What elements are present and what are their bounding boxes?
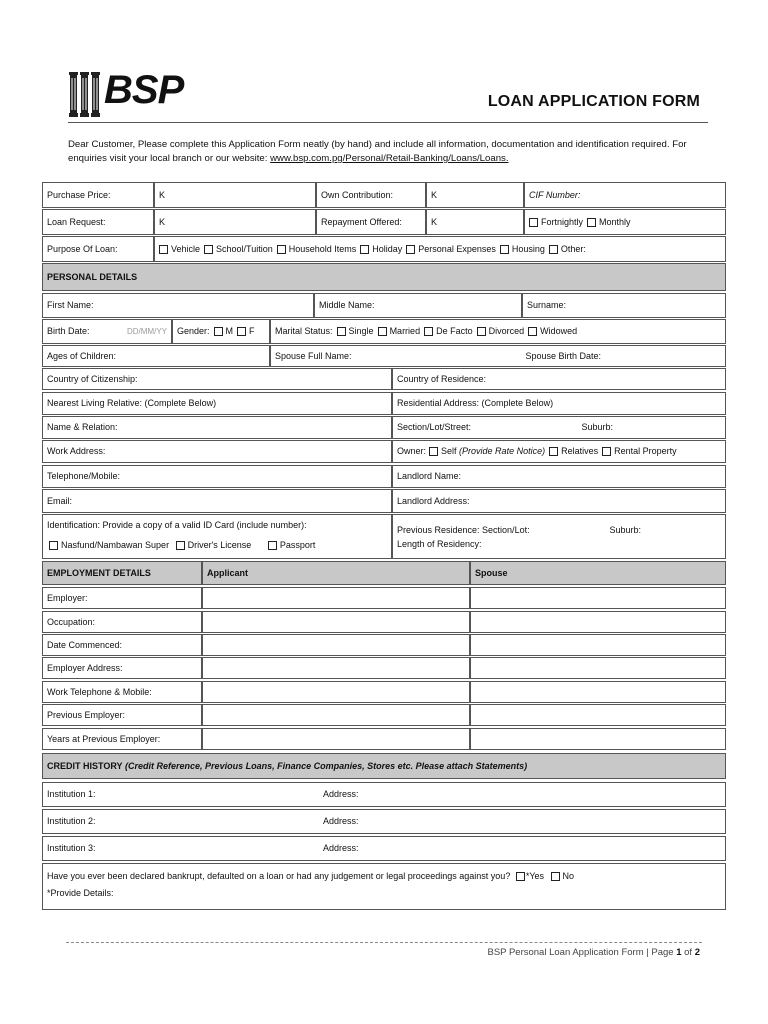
- purpose-vehicle-checkbox[interactable]: [159, 245, 168, 254]
- form-title: LOAN APPLICATION FORM: [487, 93, 700, 110]
- purpose-option-label: Personal Expenses: [418, 243, 496, 254]
- bankrupt-yes-label: *Yes: [525, 871, 545, 881]
- purpose-school-checkbox[interactable]: [204, 245, 213, 254]
- spouse-employment-input[interactable]: [470, 634, 726, 656]
- previous-residence-block: [392, 514, 726, 559]
- bankrupt-no-label: No: [562, 871, 575, 881]
- id-option-label: Driver's License: [187, 540, 252, 550]
- footer-page-number: 1: [676, 947, 682, 958]
- identification-label: Identification: Provide a copy of a valid ID Card (include number):: [47, 520, 307, 530]
- gender-m-label: M: [225, 326, 234, 336]
- employment-row-label: Work Telephone & Mobile:: [42, 681, 202, 703]
- residential-address-label: Residential Address: (Complete Below): [392, 392, 726, 415]
- gender-field: [172, 319, 270, 344]
- website-link[interactable]: www.bsp.com.pg/Personal/Retail-Banking/Loans/Loans.: [270, 153, 509, 164]
- applicant-employment-input[interactable]: [202, 634, 470, 656]
- owner-label: Owner:: [397, 446, 427, 456]
- owner-self-note: (Provide Rate Notice): [459, 446, 546, 456]
- id-passport-checkbox[interactable]: [268, 541, 277, 550]
- first-name-field[interactable]: First Name:: [42, 293, 314, 318]
- ages-of-children-field[interactable]: Ages of Children:: [42, 345, 270, 367]
- purpose-option-label: Vehicle: [171, 243, 201, 254]
- marital-defacto-checkbox[interactable]: [424, 327, 433, 336]
- footer-text: BSP Personal Loan Application Form | Page: [487, 947, 677, 958]
- marital-option-label: Single: [348, 326, 374, 336]
- title-divider: [68, 122, 708, 123]
- owner-rental-checkbox[interactable]: [602, 447, 611, 456]
- cif-number-field[interactable]: CIF Number:: [524, 182, 726, 208]
- employment-row-label: Date Commenced:: [42, 634, 202, 656]
- marital-status-field: [270, 319, 726, 344]
- purpose-household-checkbox[interactable]: [277, 245, 286, 254]
- employment-row-label: Years at Previous Employer:: [42, 728, 202, 750]
- repayment-offered-label: Repayment Offered:: [316, 209, 426, 235]
- landlord-address-field[interactable]: Landlord Address:: [392, 489, 726, 513]
- telephone-field[interactable]: Telephone/Mobile:: [42, 465, 392, 488]
- name-relation-field[interactable]: Name & Relation:: [42, 416, 392, 439]
- surname-field[interactable]: Surname:: [522, 293, 726, 318]
- bankrupt-no-checkbox[interactable]: [551, 872, 560, 881]
- repayment-offered-field[interactable]: K: [426, 209, 524, 235]
- suburb-field[interactable]: Suburb:: [581, 422, 613, 432]
- institution-address-label: Address:: [323, 843, 359, 853]
- employment-row-label: Employer:: [42, 587, 202, 609]
- length-of-residency-field[interactable]: Length of Residency:: [397, 539, 482, 549]
- applicant-employment-input[interactable]: [202, 681, 470, 703]
- footer-divider: [66, 942, 702, 943]
- purpose-options: [154, 236, 726, 262]
- fortnightly-checkbox[interactable]: [529, 218, 538, 227]
- bankrupt-yes-checkbox[interactable]: [516, 872, 525, 881]
- marital-divorced-checkbox[interactable]: [477, 327, 486, 336]
- purchase-price-field[interactable]: K: [154, 182, 316, 208]
- institution-label: Institution 2:: [47, 816, 96, 826]
- marital-married-checkbox[interactable]: [378, 327, 387, 336]
- employment-row-label: Previous Employer:: [42, 704, 202, 726]
- institution-label: Institution 1:: [47, 789, 96, 799]
- email-field[interactable]: Email:: [42, 489, 392, 513]
- spouse-employment-input[interactable]: [470, 587, 726, 609]
- applicant-employment-input[interactable]: [202, 728, 470, 750]
- gender-label: Gender:: [177, 326, 210, 336]
- previous-residence-field[interactable]: Previous Residence: Section/Lot:: [397, 525, 530, 535]
- purpose-other-checkbox[interactable]: [549, 245, 558, 254]
- residential-street-row: [392, 416, 726, 439]
- section-lot-street-field[interactable]: Section/Lot/Street:: [397, 422, 472, 432]
- id-license-checkbox[interactable]: [176, 541, 185, 550]
- birth-date-field[interactable]: [42, 319, 172, 344]
- employment-row-label: Occupation:: [42, 611, 202, 633]
- bankruptcy-block: [42, 863, 726, 910]
- repayment-frequency: [524, 209, 726, 235]
- gender-f-checkbox[interactable]: [237, 327, 246, 336]
- monthly-label: Monthly: [599, 216, 631, 227]
- spouse-employment-input[interactable]: [470, 657, 726, 679]
- purpose-holiday-checkbox[interactable]: [360, 245, 369, 254]
- purpose-housing-checkbox[interactable]: [500, 245, 509, 254]
- work-address-field[interactable]: Work Address:: [42, 440, 392, 463]
- applicant-column-header: Applicant: [202, 561, 470, 585]
- marital-option-label: Married: [389, 326, 421, 336]
- marital-option-label: Widowed: [540, 326, 578, 336]
- nearest-relative-label: Nearest Living Relative: (Complete Below): [42, 392, 392, 415]
- logo-wordmark: BSP: [104, 68, 184, 112]
- spouse-row: [270, 345, 726, 367]
- gender-f-label: F: [249, 326, 255, 336]
- marital-widowed-checkbox[interactable]: [528, 327, 537, 336]
- footer-of: of: [681, 947, 695, 958]
- marital-option-label: Divorced: [488, 326, 525, 336]
- credit-institution-row[interactable]: [42, 836, 726, 861]
- marital-status-label: Marital Status:: [275, 326, 333, 336]
- id-option-label: Nasfund/Nambawan Super: [61, 540, 170, 550]
- loan-request-label: Loan Request:: [42, 209, 154, 235]
- bsp-logo: [68, 68, 184, 120]
- purpose-option-label: Housing: [511, 243, 545, 254]
- applicant-employment-input[interactable]: [202, 657, 470, 679]
- owner-relatives-label: Relatives: [561, 446, 599, 456]
- previous-suburb-field[interactable]: Suburb:: [609, 525, 641, 535]
- own-contribution-field[interactable]: K: [426, 182, 524, 208]
- spouse-employment-input[interactable]: [470, 728, 726, 750]
- spouse-column-header: Spouse: [470, 561, 726, 585]
- owner-self-label: Self: [441, 446, 457, 456]
- credit-institution-row[interactable]: [42, 809, 726, 834]
- credit-history-header: [42, 753, 726, 779]
- identification-block: [42, 514, 392, 559]
- applicant-employment-input[interactable]: [202, 587, 470, 609]
- marital-option-label: De Facto: [436, 326, 473, 336]
- purpose-label: Purpose Of Loan:: [42, 236, 154, 262]
- institution-label: Institution 3:: [47, 843, 96, 853]
- gender-m-checkbox[interactable]: [214, 327, 223, 336]
- purpose-option-label: Household Items: [288, 243, 357, 254]
- employment-row-label: Employer Address:: [42, 657, 202, 679]
- purpose-option-label: Other:: [560, 243, 586, 254]
- purpose-personal-checkbox[interactable]: [406, 245, 415, 254]
- intro-text: [68, 138, 718, 166]
- id-option-label: Passport: [279, 540, 316, 550]
- owner-self-checkbox[interactable]: [429, 447, 438, 456]
- birth-date-placeholder: DD/MM/YY: [127, 327, 167, 336]
- provide-details-field[interactable]: *Provide Details:: [47, 888, 114, 898]
- landlord-name-field[interactable]: Landlord Name:: [392, 465, 726, 488]
- institution-address-label: Address:: [323, 789, 359, 799]
- spouse-birth-date-field[interactable]: Spouse Birth Date:: [525, 350, 601, 361]
- credit-history-title: CREDIT HISTORY: [47, 760, 123, 771]
- middle-name-field[interactable]: Middle Name:: [314, 293, 522, 318]
- credit-institution-row[interactable]: [42, 782, 726, 807]
- intro-body: Dear Customer, Please complete this Application Form neatly (by hand) and include all information, documentation and identification required. For enquiries visit your local branch or our website:: [68, 139, 687, 164]
- purpose-option-label: Holiday: [372, 243, 403, 254]
- applicant-employment-input[interactable]: [202, 704, 470, 726]
- spouse-full-name-field[interactable]: Spouse Full Name:: [275, 350, 352, 361]
- loan-request-field[interactable]: K: [154, 209, 316, 235]
- institution-address-label: Address:: [323, 816, 359, 826]
- bankruptcy-question: Have you ever been declared bankrupt, defaulted on a loan or had any judgement or legal proceedings against you?: [47, 871, 511, 881]
- personal-details-header: PERSONAL DETAILS: [42, 263, 726, 291]
- bsp-pillars-icon: [68, 70, 102, 118]
- page-footer: [487, 947, 700, 958]
- owner-row: [392, 440, 726, 463]
- credit-history-note: (Credit Reference, Previous Loans, Finance Companies, Stores etc. Please attach Statements): [125, 760, 528, 771]
- monthly-checkbox[interactable]: [587, 218, 596, 227]
- spouse-employment-input[interactable]: [470, 611, 726, 633]
- applicant-employment-input[interactable]: [202, 611, 470, 633]
- owner-rental-label: Rental Property: [614, 446, 677, 456]
- employment-details-header: EMPLOYMENT DETAILS: [42, 561, 202, 585]
- marital-single-checkbox[interactable]: [337, 327, 346, 336]
- purchase-price-label: Purchase Price:: [42, 182, 154, 208]
- spouse-employment-input[interactable]: [470, 681, 726, 703]
- spouse-employment-input[interactable]: [470, 704, 726, 726]
- country-of-residence-field[interactable]: Country of Residence:: [392, 368, 726, 390]
- id-nasfund-checkbox[interactable]: [49, 541, 58, 550]
- purpose-option-label: School/Tuition: [216, 243, 273, 254]
- owner-relatives-checkbox[interactable]: [549, 447, 558, 456]
- footer-page-total: 2: [694, 947, 700, 958]
- fortnightly-label: Fortnightly: [541, 216, 584, 227]
- own-contribution-label: Own Contribution:: [316, 182, 426, 208]
- birth-date-label: Birth Date:: [47, 326, 90, 336]
- country-of-citizenship-field[interactable]: Country of Citizenship:: [42, 368, 392, 390]
